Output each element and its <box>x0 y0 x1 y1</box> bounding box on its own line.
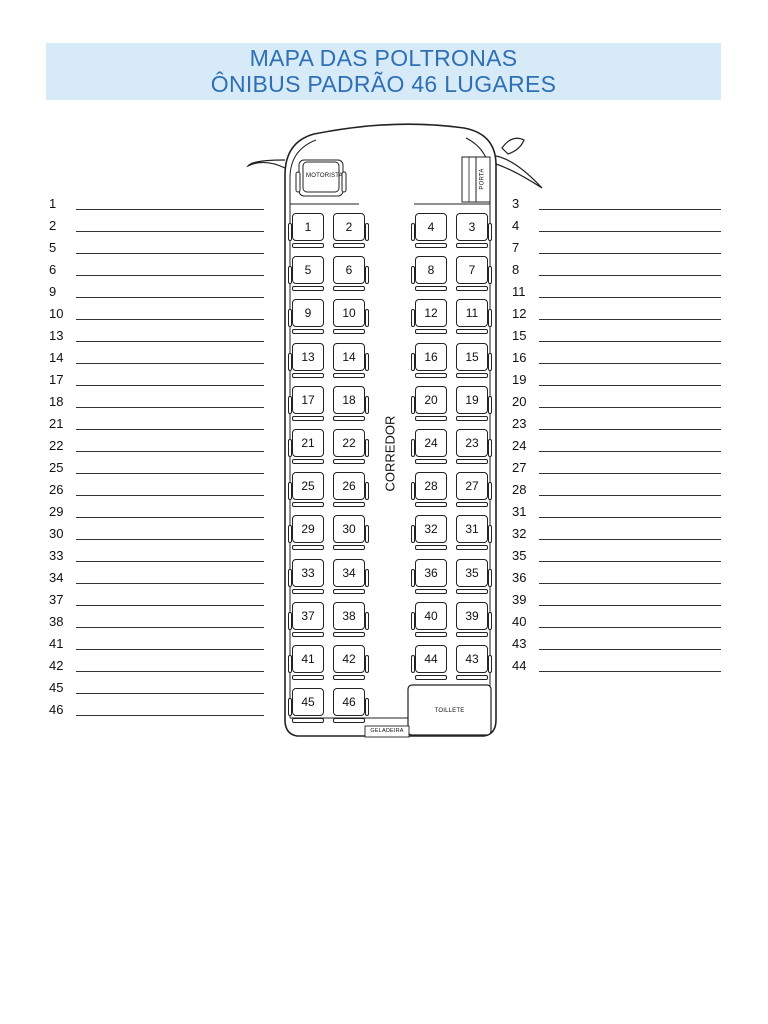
seat-armrest <box>488 353 492 371</box>
seat-backrest <box>333 502 365 507</box>
seat-number-label: 24 <box>512 438 527 453</box>
seat[interactable] <box>412 559 450 595</box>
seat[interactable] <box>289 256 327 292</box>
name-entry-line[interactable] <box>539 517 721 518</box>
seat-backrest <box>456 502 488 507</box>
seat-number-label: 11 <box>512 284 526 299</box>
seat-backrest <box>292 416 324 421</box>
seat-number: 33 <box>301 565 315 580</box>
name-entry-line[interactable] <box>76 539 264 540</box>
seat-backrest <box>333 675 365 680</box>
seat-number: 38 <box>342 608 356 623</box>
seat-number-label: 33 <box>49 548 64 563</box>
seat-number: 29 <box>301 522 315 537</box>
seat-number-label: 35 <box>512 548 527 563</box>
seat-number-label: 1 <box>49 196 57 211</box>
seat-backrest <box>456 243 488 248</box>
passenger-name-row <box>49 216 264 238</box>
seat-number-label: 25 <box>49 460 64 475</box>
seat-number-label: 17 <box>49 372 64 387</box>
seat[interactable] <box>330 429 368 465</box>
name-entry-line[interactable] <box>76 385 264 386</box>
seat-number-label: 37 <box>49 592 64 607</box>
seat-backrest <box>333 243 365 248</box>
seat-backrest <box>456 373 488 378</box>
passenger-name-row <box>49 370 264 392</box>
seat-backrest <box>333 545 365 550</box>
seat-number: 26 <box>342 479 356 494</box>
seat[interactable] <box>412 256 450 292</box>
seat-number: 34 <box>342 565 356 580</box>
seat[interactable] <box>289 213 327 249</box>
passenger-name-row <box>49 436 264 458</box>
passenger-name-row <box>49 480 264 502</box>
seat[interactable] <box>330 688 368 724</box>
seat-number: 37 <box>301 608 315 623</box>
seat-backrest <box>333 329 365 334</box>
seat[interactable] <box>412 299 450 335</box>
passenger-name-row <box>49 502 264 524</box>
name-entry-line[interactable] <box>539 429 721 430</box>
name-entry-line[interactable] <box>76 429 264 430</box>
seat[interactable] <box>412 515 450 551</box>
seat[interactable] <box>453 645 491 681</box>
seat[interactable] <box>453 429 491 465</box>
toilet-label: TOILLETE <box>434 708 465 714</box>
seat-number: 2 <box>345 220 353 234</box>
seat-number: 3 <box>468 220 476 234</box>
seat-backrest <box>415 589 447 594</box>
seat-number-label: 21 <box>49 416 64 431</box>
seat-backrest <box>456 632 488 637</box>
seat-backrest <box>292 329 324 334</box>
seat[interactable] <box>412 343 450 379</box>
seat-number-label: 5 <box>49 240 57 255</box>
passenger-name-row <box>49 656 264 678</box>
seat-number: 18 <box>342 392 356 407</box>
name-entry-line[interactable] <box>539 341 721 342</box>
seat-backrest <box>333 286 365 291</box>
seat[interactable] <box>289 688 327 724</box>
seat-number: 15 <box>465 349 479 364</box>
seat-number-label: 39 <box>512 592 527 607</box>
seat[interactable] <box>330 515 368 551</box>
seat-number-label: 42 <box>49 658 64 673</box>
seat-number-label: 7 <box>512 240 520 255</box>
seat-number: 12 <box>424 306 438 321</box>
seat-number-label: 36 <box>512 570 527 585</box>
seat-number: 25 <box>301 479 315 494</box>
name-entry-line[interactable] <box>76 473 264 474</box>
seat-backrest <box>456 329 488 334</box>
seat[interactable] <box>289 299 327 335</box>
seat-backrest <box>292 632 324 637</box>
seat-armrest <box>365 569 369 587</box>
seat-armrest <box>365 353 369 371</box>
passenger-name-row <box>49 524 264 546</box>
name-entry-line[interactable] <box>76 407 264 408</box>
name-entry-line[interactable] <box>539 561 721 562</box>
name-entry-line[interactable] <box>539 605 721 606</box>
seat-number-label: 27 <box>512 460 527 475</box>
passenger-name-row <box>49 326 264 348</box>
seat[interactable] <box>412 429 450 465</box>
name-entry-line[interactable] <box>539 275 721 276</box>
seat-backrest <box>333 459 365 464</box>
seat[interactable] <box>330 559 368 595</box>
passenger-name-row <box>49 348 264 370</box>
seat-backrest <box>292 243 324 248</box>
seat[interactable] <box>453 256 491 292</box>
seat-number: 8 <box>427 263 435 278</box>
name-entry-line[interactable] <box>76 451 264 452</box>
seat-armrest <box>488 569 492 587</box>
seat[interactable] <box>289 645 327 681</box>
passenger-name-row <box>49 304 264 326</box>
seat-number-label: 19 <box>512 372 527 387</box>
seat-backrest <box>292 286 324 291</box>
seat-number: 45 <box>301 695 315 710</box>
seat-number: 42 <box>342 652 356 666</box>
seat-backrest <box>456 589 488 594</box>
name-entry-line[interactable] <box>539 209 721 210</box>
seat-backrest <box>456 545 488 550</box>
seat-number-label: 32 <box>512 526 527 541</box>
passenger-name-row <box>49 634 264 656</box>
seat-backrest <box>292 675 324 680</box>
seat-number-label: 15 <box>512 328 527 343</box>
seat-backrest <box>415 329 447 334</box>
seat-number-label: 22 <box>49 438 64 453</box>
seat[interactable] <box>330 299 368 335</box>
seat[interactable] <box>453 386 491 422</box>
seat-armrest <box>365 612 369 630</box>
seat-number-label: 2 <box>49 218 57 233</box>
seat-number-label: 45 <box>49 680 64 695</box>
seat-backrest <box>292 373 324 378</box>
seat-armrest <box>488 655 492 673</box>
seat-number: 10 <box>342 306 356 321</box>
name-entry-line[interactable] <box>76 231 264 232</box>
seat-backrest <box>333 589 365 594</box>
seat-armrest <box>488 266 492 284</box>
name-entry-line[interactable] <box>76 319 264 320</box>
seat-armrest <box>488 223 492 241</box>
seat-backrest <box>415 675 447 680</box>
name-entry-line[interactable] <box>76 209 264 210</box>
seat[interactable] <box>453 343 491 379</box>
aisle-label: CORREDOR <box>382 415 398 492</box>
seat[interactable] <box>330 213 368 249</box>
seat-armrest <box>365 396 369 414</box>
seat-backrest <box>333 632 365 637</box>
seat-number: 27 <box>465 479 479 494</box>
seat-armrest <box>488 439 492 457</box>
seat-number: 44 <box>424 652 438 666</box>
seat-number-label: 18 <box>49 394 64 409</box>
seat-number: 17 <box>301 392 315 407</box>
name-entry-line[interactable] <box>539 319 721 320</box>
seat-number: 28 <box>424 479 438 494</box>
name-entry-line[interactable] <box>76 253 264 254</box>
seat[interactable] <box>412 386 450 422</box>
seat-number-label: 16 <box>512 350 527 365</box>
passenger-name-row <box>49 590 264 612</box>
seat-backrest <box>292 545 324 550</box>
seat-number: 20 <box>424 392 438 407</box>
passenger-name-row <box>49 282 264 304</box>
name-entry-line[interactable] <box>539 297 721 298</box>
passenger-name-row <box>49 458 264 480</box>
seat[interactable] <box>289 559 327 595</box>
seat-number: 32 <box>424 522 438 537</box>
seat-armrest <box>365 266 369 284</box>
seat[interactable] <box>330 602 368 638</box>
name-entry-line[interactable] <box>539 253 721 254</box>
passenger-name-row <box>49 414 264 436</box>
seat-backrest <box>456 416 488 421</box>
seat-backrest <box>456 459 488 464</box>
passenger-name-row <box>49 194 264 216</box>
seat-number-label: 46 <box>49 702 64 717</box>
page-subtitle: ÔNIBUS PADRÃO 46 LUGARES <box>210 71 557 97</box>
name-entry-line[interactable] <box>76 495 264 496</box>
seat-backrest <box>333 373 365 378</box>
name-entry-line[interactable] <box>539 495 721 496</box>
seat-backrest <box>415 459 447 464</box>
name-entry-line[interactable] <box>539 231 721 232</box>
passenger-name-row <box>49 700 264 722</box>
name-entry-line[interactable] <box>539 407 721 408</box>
seat-number-label: 34 <box>49 570 64 585</box>
name-entry-line[interactable] <box>76 561 264 562</box>
seat-number: 35 <box>465 565 479 580</box>
seat-armrest <box>365 439 369 457</box>
seat-number: 36 <box>424 565 438 580</box>
seat-number-label: 9 <box>49 284 57 299</box>
seat-backrest <box>292 502 324 507</box>
name-entry-line[interactable] <box>76 671 264 672</box>
seat-backrest <box>292 589 324 594</box>
seat-number: 24 <box>424 436 438 450</box>
passenger-name-row <box>49 568 264 590</box>
seat[interactable] <box>330 386 368 422</box>
fridge-label: GELADEIRA <box>370 728 404 734</box>
seat[interactable] <box>330 472 368 508</box>
name-entry-line[interactable] <box>76 297 264 298</box>
seat-number: 22 <box>342 436 356 450</box>
seat-number: 23 <box>465 436 479 450</box>
title-banner <box>46 43 721 100</box>
seat[interactable] <box>412 645 450 681</box>
seat-number: 46 <box>342 695 356 710</box>
name-entry-line[interactable] <box>539 363 721 364</box>
seat-number: 1 <box>304 220 312 234</box>
seat-number: 13 <box>301 349 315 364</box>
seat-number-label: 12 <box>512 306 527 321</box>
seat[interactable] <box>330 645 368 681</box>
passenger-list-left <box>49 194 264 722</box>
name-entry-line[interactable] <box>539 539 721 540</box>
seat-backrest <box>292 459 324 464</box>
seat[interactable] <box>289 602 327 638</box>
seat-number: 19 <box>465 392 479 407</box>
seat-number: 6 <box>345 263 353 278</box>
passenger-name-row <box>49 392 264 414</box>
passenger-name-row <box>49 238 264 260</box>
seat[interactable] <box>330 256 368 292</box>
seat-number-label: 31 <box>512 504 527 519</box>
name-entry-line[interactable] <box>539 649 721 650</box>
seat-number: 39 <box>465 608 479 623</box>
name-entry-line[interactable] <box>76 517 264 518</box>
seat-backrest <box>415 545 447 550</box>
seat[interactable] <box>453 602 491 638</box>
name-entry-line[interactable] <box>76 363 264 364</box>
seat-backrest <box>415 502 447 507</box>
seat-number-label: 10 <box>49 306 64 321</box>
seat-backrest <box>333 416 365 421</box>
seat-number: 30 <box>342 522 356 537</box>
passenger-name-row <box>49 546 264 568</box>
seat-armrest <box>365 525 369 543</box>
passenger-name-row <box>49 678 264 700</box>
seat-number-label: 6 <box>49 262 57 277</box>
seat-backrest <box>333 718 365 723</box>
name-entry-line[interactable] <box>76 605 264 606</box>
driver-label: MOTORISTA <box>306 173 343 179</box>
seat-number-label: 8 <box>512 262 520 277</box>
seat-number-label: 38 <box>49 614 64 629</box>
seat-number-label: 14 <box>49 350 64 365</box>
seat-backrest <box>456 675 488 680</box>
seat-backrest <box>415 243 447 248</box>
seat-number-label: 26 <box>49 482 64 497</box>
seat-number-label: 44 <box>512 658 527 673</box>
seat-number: 41 <box>301 652 315 666</box>
seat-number: 21 <box>301 436 315 450</box>
seat-backrest <box>415 286 447 291</box>
name-entry-line[interactable] <box>76 715 264 716</box>
name-entry-line[interactable] <box>76 649 264 650</box>
seat-backrest <box>415 373 447 378</box>
name-entry-line[interactable] <box>539 627 721 628</box>
name-entry-line[interactable] <box>539 385 721 386</box>
seat-armrest <box>488 309 492 327</box>
seat-number-label: 23 <box>512 416 527 431</box>
name-entry-line[interactable] <box>76 275 264 276</box>
seat-armrest <box>488 396 492 414</box>
seat[interactable] <box>453 559 491 595</box>
passenger-name-row <box>49 260 264 282</box>
seat-number: 4 <box>427 220 435 234</box>
seat-number-label: 28 <box>512 482 527 497</box>
seat[interactable] <box>453 213 491 249</box>
seat-backrest <box>456 286 488 291</box>
seat-number-label: 20 <box>512 394 527 409</box>
seat-number: 43 <box>465 652 479 666</box>
name-entry-line[interactable] <box>76 627 264 628</box>
seat-number-label: 29 <box>49 504 64 519</box>
name-entry-line[interactable] <box>76 341 264 342</box>
seat-armrest <box>365 655 369 673</box>
seat-armrest <box>488 612 492 630</box>
seat-number: 31 <box>465 522 479 537</box>
name-entry-line[interactable] <box>539 671 721 672</box>
seat-number: 14 <box>342 349 356 364</box>
name-entry-line[interactable] <box>76 693 264 694</box>
seat-number: 9 <box>304 306 312 321</box>
seat[interactable] <box>453 299 491 335</box>
seat-armrest <box>365 698 369 716</box>
seat-armrest <box>365 309 369 327</box>
page-title: MAPA DAS POLTRONAS <box>249 45 518 71</box>
seat[interactable] <box>289 343 327 379</box>
seat[interactable] <box>289 429 327 465</box>
seat[interactable] <box>453 472 491 508</box>
seat-backrest <box>415 632 447 637</box>
seat-number: 11 <box>465 306 479 321</box>
passenger-name-row <box>49 612 264 634</box>
name-entry-line[interactable] <box>539 473 721 474</box>
seat-number-label: 30 <box>49 526 64 541</box>
seat[interactable] <box>289 386 327 422</box>
name-entry-line[interactable] <box>539 583 721 584</box>
seat[interactable] <box>453 515 491 551</box>
name-entry-line[interactable] <box>539 451 721 452</box>
seat-number-label: 43 <box>512 636 527 651</box>
seat-armrest <box>488 482 492 500</box>
name-entry-line[interactable] <box>76 583 264 584</box>
seat[interactable] <box>412 602 450 638</box>
seat-number-label: 41 <box>49 636 64 651</box>
seat-number: 7 <box>468 263 476 278</box>
seat-number: 16 <box>424 349 438 364</box>
seat-backrest <box>292 718 324 723</box>
seat-number-label: 13 <box>49 328 64 343</box>
door-label: PORTA <box>479 168 486 190</box>
bus-seat-map <box>244 120 550 745</box>
seat[interactable] <box>289 472 327 508</box>
seat-number-label: 40 <box>512 614 527 629</box>
seat-armrest <box>365 482 369 500</box>
seat-number-label: 4 <box>512 218 520 233</box>
seat[interactable] <box>289 515 327 551</box>
seat-number-label: 3 <box>512 196 520 211</box>
seat[interactable] <box>412 213 450 249</box>
seat-backrest <box>415 416 447 421</box>
seat-number: 40 <box>424 608 438 623</box>
seat-armrest <box>365 223 369 241</box>
seat-number: 5 <box>304 263 312 278</box>
seat-armrest <box>488 525 492 543</box>
seat[interactable] <box>412 472 450 508</box>
seat[interactable] <box>330 343 368 379</box>
